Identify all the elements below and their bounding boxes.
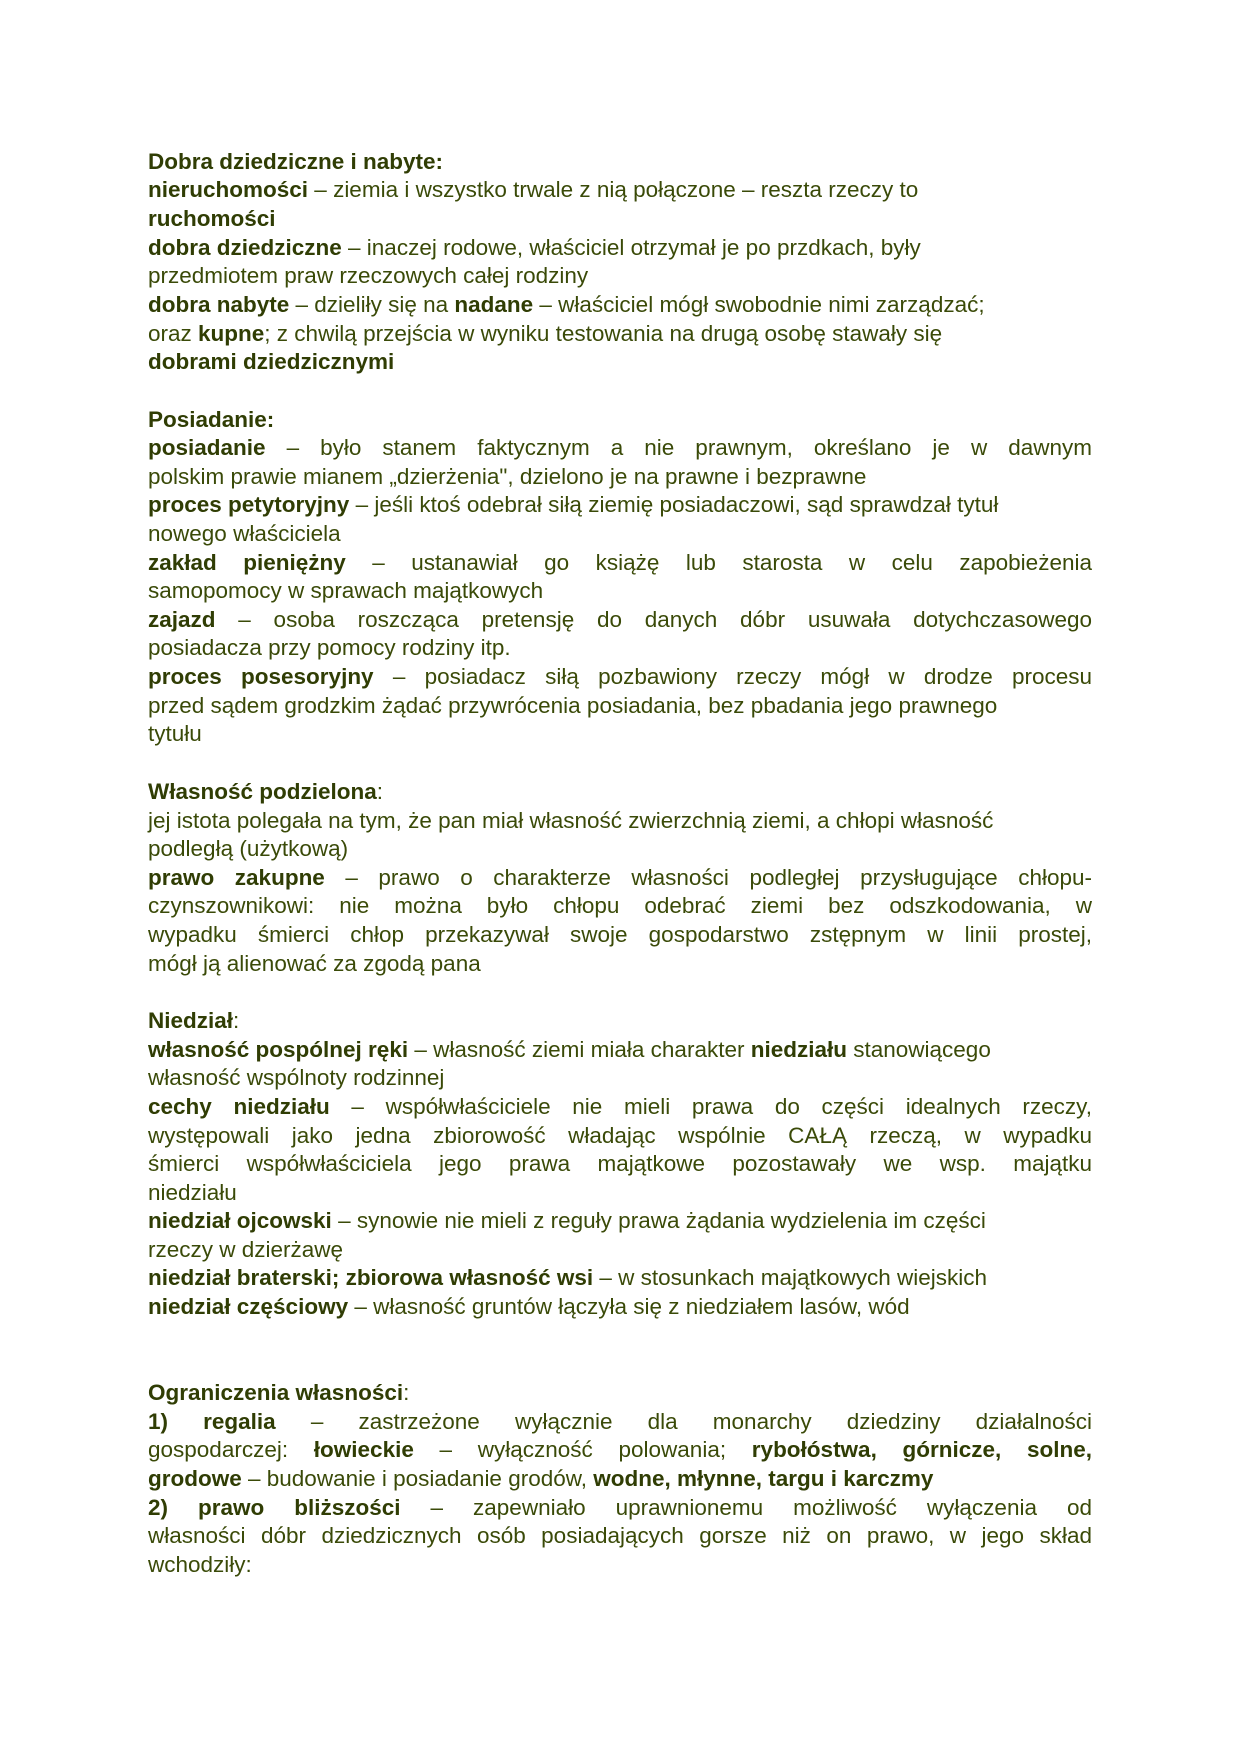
bold-term: własność pospólnej ręki [148, 1037, 409, 1062]
bold-term: 1) regalia [148, 1409, 276, 1434]
text-line [148, 1064, 444, 1092]
bold-term: niedział częściowy [148, 1294, 349, 1319]
text-line [148, 778, 383, 806]
bold-term: zakład pieniężny [148, 550, 346, 575]
bold-term: Własność podzielona [148, 779, 377, 804]
bold-term: Ograniczenia własności [148, 1380, 404, 1405]
text-line [148, 950, 481, 978]
text-segment: śmierci współwłaściciela jego prawa majątkowe pozostawały we wsp. majątku [148, 1151, 1092, 1176]
text-segment: – współwłaściciele nie mieli prawa do części idealnych rzeczy, [329, 1094, 1093, 1119]
text-line [148, 1036, 991, 1064]
text-segment: czynszownikowi: nie można było chłopu odebrać ziemi bez odszkodowania, w [148, 893, 1092, 918]
text-line [148, 1264, 987, 1292]
bold-term: prawo zakupne [148, 865, 325, 890]
text-line [148, 1494, 1092, 1522]
bold-term: Posiadanie: [148, 407, 275, 432]
text-segment: – budowanie i posiadanie grodów, [241, 1466, 594, 1491]
text-line [148, 692, 997, 720]
bold-term: niedziału [750, 1037, 847, 1062]
text-segment: przed sądem grodzkim żądać przywrócenia posiadania, bez pbadania jego prawnego [148, 693, 998, 718]
text-segment: – zapewniało uprawnionemu możliwość wyłączenia od [400, 1495, 1092, 1520]
bold-term: dobrami dziedzicznymi [148, 349, 395, 374]
text-segment: posiadacza przy pomocy rodziny itp. [148, 635, 511, 660]
text-segment: podległą (użytkową) [148, 836, 349, 861]
text-line [148, 663, 1092, 691]
bold-term: cechy niedziału [148, 1094, 330, 1119]
text-line [148, 1551, 252, 1579]
text-line [148, 291, 985, 319]
text-segment: rzeczy w dzierżawę [148, 1237, 344, 1262]
text-segment: polskim prawie mianem „dzierżenia", dzielono je na prawne i bezprawne [148, 464, 867, 489]
text-segment: przedmiotem praw rzeczowych całej rodziny [148, 263, 589, 288]
text-segment: – własność ziemi miała charakter [408, 1037, 751, 1062]
bold-term: proces posesoryjny [148, 664, 374, 689]
text-line [148, 1179, 237, 1207]
text-line [148, 720, 202, 748]
text-segment: : [376, 779, 384, 804]
text-segment: – synowie nie mieli z reguły prawa żądania wydzielenia im części [331, 1208, 986, 1233]
text-segment: samopomocy w sprawach majątkowych [148, 578, 544, 603]
text-line [148, 864, 1092, 892]
text-segment: – własność gruntów łączyła się z niedziałem lasów, wód [348, 1294, 910, 1319]
text-segment: – ziemia i wszystko trwale z nią połączone – reszta rzeczy to [308, 177, 919, 202]
text-line [148, 807, 993, 835]
text-line [148, 406, 274, 434]
text-segment: oraz [148, 321, 199, 346]
text-segment: – w stosunkach majątkowych wiejskich [593, 1265, 988, 1290]
text-line [148, 921, 1092, 949]
text-line [148, 1122, 1092, 1150]
text-segment: niedziału [148, 1180, 237, 1205]
text-line [148, 1293, 910, 1321]
text-segment: jej istota polegała na tym, że pan miał własność zwierzchnią ziemi, a chłopi własność [148, 808, 994, 833]
bold-term: dobra dziedziczne [148, 235, 342, 260]
text-line [148, 1436, 1092, 1464]
text-segment: – osoba roszcząca pretensję do danych dóbr usuwała dotychczasowego [215, 607, 1092, 632]
bold-term: kupne [198, 321, 265, 346]
text-segment: własność wspólnoty rodzinnej [148, 1065, 445, 1090]
bold-term: niedział braterski; zbiorowa własność wsi [148, 1265, 594, 1290]
text-line [148, 1465, 933, 1493]
text-segment: – ustanawiał go książę lub starosta w celu zapobieżenia [345, 550, 1092, 575]
text-segment: : [403, 1380, 410, 1405]
bold-term: łowieckie [313, 1437, 414, 1462]
text-segment: własności dóbr dziedzicznych osób posiadających gorsze niż on prawo, w jego skład [148, 1523, 1092, 1548]
text-segment: – inaczej rodowe, właściciel otrzymał je po przdkach, były [341, 235, 921, 260]
bold-term: proces petytoryjny [148, 492, 350, 517]
bold-term: posiadanie [148, 435, 266, 460]
text-line [148, 1236, 343, 1264]
bold-term: 2) prawo bliższości [148, 1495, 401, 1520]
text-line [148, 549, 1092, 577]
text-segment: mógł ją alienować za zgodą pana [148, 951, 481, 976]
text-line [148, 205, 276, 233]
bold-term: zajazd [148, 607, 216, 632]
text-segment: wypadku śmierci chłop przekazywał swoje gospodarstwo zstępnym w linii prostej, [148, 922, 1092, 947]
text-line [148, 1522, 1092, 1550]
text-segment: – jeśli ktoś odebrał siłą ziemię posiadaczowi, sąd sprawdzał tytuł [349, 492, 999, 517]
text-segment: tytułu [148, 721, 202, 746]
text-line [148, 577, 543, 605]
bold-term: wodne, młynne, targu i karczmy [593, 1466, 934, 1491]
text-line [148, 634, 511, 662]
text-segment: nowego właściciela [148, 521, 341, 546]
text-segment: – prawo o charakterze własności podległej przysługujące chłopu- [324, 865, 1092, 890]
bold-term: grodowe [148, 1466, 242, 1491]
text-segment: ; z chwilą przejścia w wyniku testowania na drugą osobę stawały się [264, 321, 943, 346]
bold-term: nadane [454, 292, 534, 317]
text-segment: – było stanem faktycznym a nie prawnym, określano je w dawnym [265, 435, 1092, 460]
text-line [148, 234, 921, 262]
text-line [148, 1093, 1092, 1121]
bold-term: niedział ojcowski [148, 1208, 332, 1233]
text-segment: gospodarczej: [148, 1437, 314, 1462]
text-line [148, 434, 1092, 462]
text-segment: – wyłączność polowania; [413, 1437, 752, 1462]
text-line [148, 176, 918, 204]
bold-term: nieruchomości [148, 177, 309, 202]
text-line [148, 520, 341, 548]
text-segment: – dzieliły się na [289, 292, 455, 317]
text-line [148, 1207, 986, 1235]
text-line [148, 262, 588, 290]
text-line [148, 1007, 239, 1035]
text-line [148, 835, 348, 863]
text-line [148, 606, 1092, 634]
text-line [148, 463, 866, 491]
text-line [148, 892, 1092, 920]
text-line [148, 1379, 409, 1407]
text-segment: – zastrzeżone wyłącznie dla monarchy dziedziny działalności [275, 1409, 1092, 1434]
bold-term: dobra nabyte [148, 292, 290, 317]
bold-term: Niedział [148, 1008, 234, 1033]
text-line [148, 1408, 1092, 1436]
text-line [148, 491, 998, 519]
text-line [148, 148, 443, 176]
text-line [148, 1150, 1092, 1178]
text-segment: stanowiącego [846, 1037, 991, 1062]
text-line [148, 320, 942, 348]
bold-term: ruchomości [148, 206, 276, 231]
bold-term: Dobra dziedziczne i nabyte: [148, 149, 444, 174]
text-segment: – właściciel mógł swobodnie nimi zarządzać; [533, 292, 985, 317]
text-segment: : [233, 1008, 240, 1033]
text-segment: – posiadacz siłą pozbawiony rzeczy mógł w drodze procesu [373, 664, 1092, 689]
text-segment: występowali jako jedna zbiorowość władając wspólnie CAŁĄ rzeczą, w wypadku [148, 1123, 1092, 1148]
bold-term: rybołóstwa, górnicze, solne, [751, 1437, 1093, 1462]
text-segment: wchodziły: [148, 1552, 252, 1577]
text-line [148, 348, 394, 376]
